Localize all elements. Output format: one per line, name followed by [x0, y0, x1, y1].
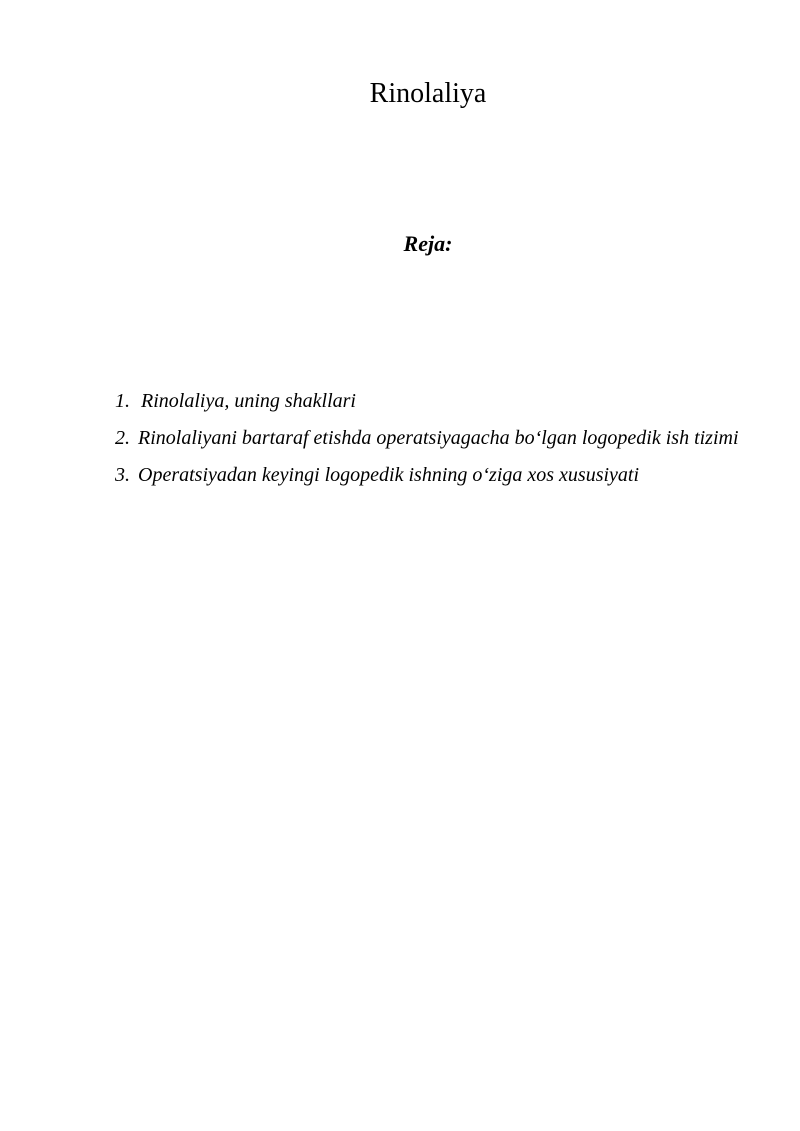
plan-item [115, 420, 745, 457]
plan-item-text: Rinolaliyani bartaraf etishda operatsiyagacha bo‘lgan logopedik ish tizimi [138, 427, 739, 449]
plan-item-number: 1. [115, 390, 130, 412]
plan-heading: Reja: [403, 231, 453, 256]
plan-item-text: Rinolaliya, uning shakllari [141, 390, 356, 412]
plan-item [115, 383, 745, 420]
plan-item-number: 2. [115, 427, 130, 449]
document-title: Rinolaliya [369, 78, 487, 109]
plan-item [115, 457, 745, 494]
plan-item-number: 3. [115, 464, 130, 486]
plan-item-text: Operatsiyadan keyingi logopedik ishning o‘ziga xos xususiyati [138, 464, 640, 486]
plan-list [115, 383, 745, 494]
